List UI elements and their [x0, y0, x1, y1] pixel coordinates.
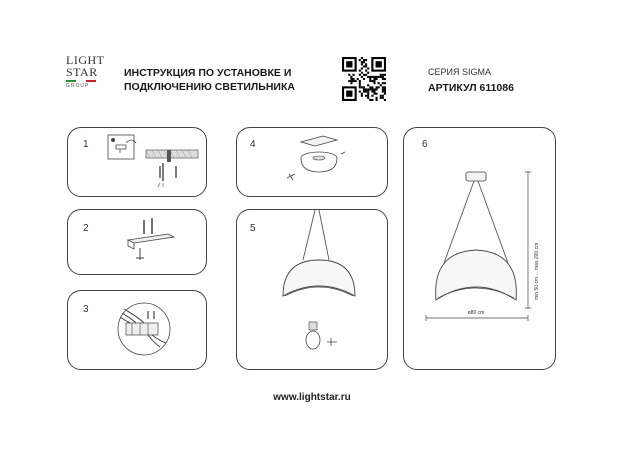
step-panel-6	[403, 127, 556, 370]
qr-module	[376, 76, 378, 78]
qr-module	[361, 76, 363, 78]
canopy-hole	[313, 156, 325, 160]
qr-module	[363, 78, 365, 80]
qr-module	[359, 82, 361, 84]
qr-module	[361, 67, 363, 69]
qr-module	[352, 80, 354, 82]
qr-module	[376, 86, 378, 88]
qr-module	[378, 76, 380, 78]
screw-left-icon	[287, 174, 295, 180]
qr-finder	[346, 91, 352, 97]
qr-module	[361, 93, 363, 95]
pendant-bulb-illustration	[237, 210, 389, 371]
article-label: АРТИКУЛ 611086	[428, 82, 514, 94]
terminal-block	[126, 323, 158, 335]
qr-module	[367, 91, 369, 93]
qr-module	[371, 76, 373, 78]
qr-module	[384, 93, 386, 95]
qr-module	[380, 76, 382, 78]
logo-line-2: STAR	[66, 65, 98, 79]
step-panel-2	[67, 209, 207, 275]
qr-module	[369, 99, 371, 101]
qr-module	[384, 82, 386, 84]
qr-module	[367, 97, 369, 99]
qr-module	[384, 91, 386, 93]
qr-module	[382, 86, 384, 88]
qr-module	[359, 70, 361, 72]
qr-module	[382, 82, 384, 84]
qr-module	[348, 80, 350, 82]
qr-module	[384, 86, 386, 88]
bulb-icon	[306, 331, 320, 349]
bracket-mounting-illustration	[68, 210, 208, 276]
step-number-2: 2	[83, 223, 89, 234]
qr-module	[382, 88, 384, 90]
qr-module	[348, 74, 350, 76]
qr-module	[367, 72, 369, 74]
logo-line-1: LIGHT	[66, 53, 105, 67]
large-shade	[436, 250, 517, 300]
qr-module	[371, 91, 373, 93]
qr-finder	[376, 61, 382, 67]
qr-module	[378, 86, 380, 88]
qr-module	[384, 74, 386, 76]
qr-module	[365, 70, 367, 72]
drill-icon	[111, 138, 115, 142]
qr-module	[380, 74, 382, 76]
qr-module	[363, 61, 365, 63]
qr-module	[363, 88, 365, 90]
qr-module	[367, 95, 369, 97]
qr-module	[359, 84, 361, 86]
qr-code	[342, 57, 386, 101]
title-line-1: ИНСТРУКЦИЯ ПО УСТАНОВКЕ И	[124, 67, 292, 79]
qr-module	[376, 97, 378, 99]
qr-module	[367, 93, 369, 95]
qr-module	[380, 84, 382, 86]
qr-module	[384, 78, 386, 80]
bulb-arrow-icon	[327, 338, 337, 346]
qr-module	[367, 84, 369, 86]
step-panel-3	[67, 290, 207, 370]
qr-module	[350, 78, 352, 80]
qr-module	[382, 97, 384, 99]
step-panel-1	[67, 127, 207, 197]
flag-stripe-green	[66, 80, 76, 82]
qr-module	[367, 88, 369, 90]
ceiling-drilling-illustration	[68, 128, 208, 198]
canopy-install-illustration	[237, 128, 389, 198]
qr-module	[352, 78, 354, 80]
arrow-up-icon	[158, 183, 163, 187]
qr-module	[369, 76, 371, 78]
qr-module	[382, 76, 384, 78]
bulb-base	[309, 322, 317, 330]
screw-icons	[144, 218, 152, 234]
qr-module	[369, 80, 371, 82]
step-number-6: 6	[422, 139, 428, 150]
step-panel-5	[236, 209, 388, 370]
qr-module	[359, 80, 361, 82]
qr-module	[373, 80, 375, 82]
step-number-4: 4	[250, 139, 256, 150]
ceiling-bracket	[301, 136, 337, 146]
qr-module	[380, 95, 382, 97]
qr-module	[363, 74, 365, 76]
qr-module	[371, 80, 373, 82]
qr-module	[359, 91, 361, 93]
qr-module	[369, 86, 371, 88]
website-link[interactable]: www.lightstar.ru	[273, 392, 351, 403]
qr-module	[365, 74, 367, 76]
qr-module	[371, 88, 373, 90]
page-title	[124, 66, 334, 94]
qr-module	[373, 82, 375, 84]
qr-module	[350, 82, 352, 84]
qr-module	[382, 91, 384, 93]
bolt-icon	[136, 248, 144, 260]
qr-module	[380, 97, 382, 99]
qr-module	[352, 74, 354, 76]
qr-module	[359, 86, 361, 88]
qr-module	[365, 59, 367, 61]
logo-line-3: GROUP	[66, 83, 90, 89]
ceiling-canopy	[466, 172, 486, 181]
qr-module	[373, 76, 375, 78]
dowel-icons	[160, 163, 176, 181]
logo-flag	[66, 80, 96, 82]
qr-module	[376, 99, 378, 101]
qr-module	[361, 95, 363, 97]
qr-module	[363, 59, 365, 61]
qr-module	[371, 99, 373, 101]
qr-module	[350, 80, 352, 82]
qr-module	[382, 74, 384, 76]
drill-hole	[167, 150, 171, 162]
qr-finder	[346, 61, 352, 67]
qr-module	[376, 78, 378, 80]
step-number-3: 3	[83, 304, 89, 315]
qr-module	[357, 78, 359, 80]
qr-module	[359, 74, 361, 76]
qr-module	[367, 76, 369, 78]
qr-module	[355, 80, 357, 82]
qr-module	[365, 65, 367, 67]
qr-module	[361, 72, 363, 74]
series-label: СЕРИЯ SIGMA	[428, 67, 491, 77]
qr-module	[371, 95, 373, 97]
qr-module	[361, 86, 363, 88]
qr-module	[382, 95, 384, 97]
qr-module	[363, 86, 365, 88]
step-number-1: 1	[83, 139, 89, 150]
qr-module	[376, 88, 378, 90]
suspension-cables	[303, 210, 329, 260]
qr-module	[361, 57, 363, 59]
qr-module	[371, 86, 373, 88]
step-panel-4	[236, 127, 388, 197]
diameter-label: ø80 cm	[467, 310, 485, 316]
qr-module	[373, 93, 375, 95]
qr-module	[384, 99, 386, 101]
qr-module	[373, 78, 375, 80]
qr-module	[361, 61, 363, 63]
mounting-bracket	[128, 234, 174, 243]
qr-module	[363, 65, 365, 67]
qr-module	[378, 82, 380, 84]
qr-module	[365, 91, 367, 93]
screw-right-icon	[341, 152, 345, 154]
qr-module	[382, 78, 384, 80]
qr-module	[361, 63, 363, 65]
flag-stripe-white	[76, 80, 86, 82]
qr-module	[369, 88, 371, 90]
qr-module	[373, 88, 375, 90]
qr-module	[373, 91, 375, 93]
qr-module	[367, 67, 369, 69]
qr-module	[384, 88, 386, 90]
wiring-illustration	[68, 291, 208, 371]
qr-module	[369, 78, 371, 80]
dimensions-illustration	[404, 128, 557, 371]
qr-module	[359, 59, 361, 61]
brand-logo	[66, 54, 112, 106]
height-label: min 50 cm ... max 200 cm	[534, 242, 540, 300]
step-number-5: 5	[250, 223, 256, 234]
qr-module	[376, 93, 378, 95]
pendant-shade	[283, 260, 355, 296]
qr-module	[365, 88, 367, 90]
title-line-2: ПОДКЛЮЧЕНИЮ СВЕТИЛЬНИКА	[124, 81, 295, 93]
qr-module	[365, 63, 367, 65]
qr-module	[365, 95, 367, 97]
qr-module	[363, 91, 365, 93]
flag-stripe-red	[86, 80, 96, 82]
qr-module	[350, 76, 352, 78]
